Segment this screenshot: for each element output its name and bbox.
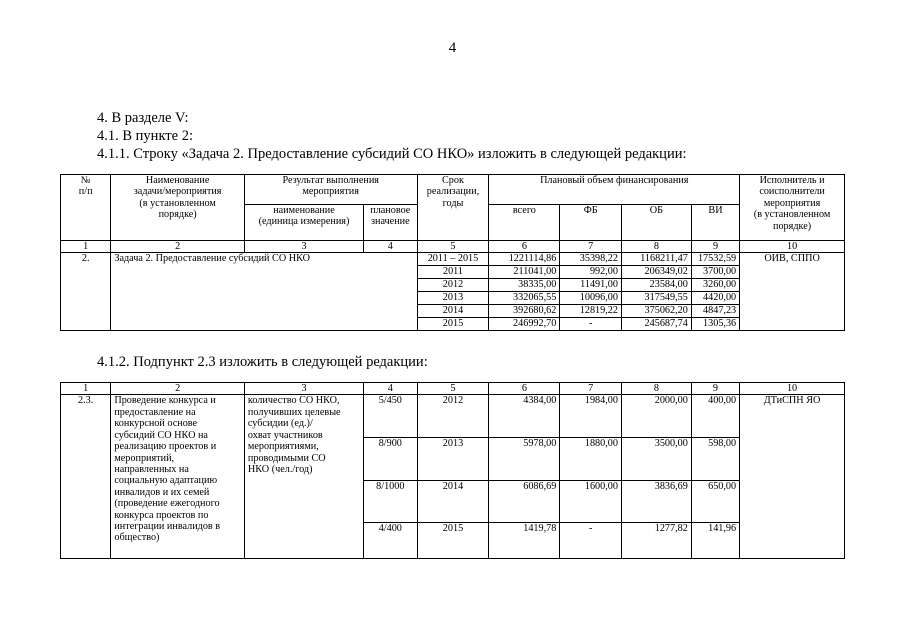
paragraph-4-1-1: 4.1.1. Строку «Задача 2. Предоставление субсидий СО НКО» изложить в следующей редакции: (97, 146, 687, 162)
vi-cell: 3260,00 (691, 279, 739, 292)
total-cell: 1221114,86 (489, 253, 560, 266)
plan-value-cell: 4/400 (364, 523, 417, 559)
fb-cell: 10096,00 (560, 292, 622, 305)
year-cell: 2014 (417, 305, 489, 318)
total-cell: 4384,00 (489, 395, 560, 438)
col-number: 2 (111, 241, 245, 253)
col-number: 4 (364, 241, 417, 253)
paragraph-point-2: 4.1. В пункте 2: (97, 128, 193, 144)
year-cell: 2011 (417, 266, 489, 279)
col-number: 4 (364, 383, 417, 395)
task-name: Задача 2. Предоставление субсидий СО НКО (111, 253, 417, 331)
measure-name: Проведение конкурса и предоставление на конкурсной основе субсидий СО НКО на реализацию проектов и мероприятий, направленных на социальную адаптацию инвалидов и их семей (проведение ежегодного конкурса проектов по интеграции инвалидов в общество) (111, 395, 245, 559)
ob-cell: 23584,00 (621, 279, 691, 292)
year-cell: 2011 – 2015 (417, 253, 489, 266)
header-vi: ВИ (691, 205, 739, 241)
ob-cell: 1168211,47 (621, 253, 691, 266)
fb-cell: 35398,22 (560, 253, 622, 266)
executor-cell: ДТиСПН ЯО (740, 395, 845, 559)
total-cell: 6086,69 (489, 481, 560, 523)
ob-cell: 1277,82 (621, 523, 691, 559)
total-cell: 392680,62 (489, 305, 560, 318)
header-term: Срок реализации, годы (417, 175, 489, 241)
col-number: 6 (489, 241, 560, 253)
col-number: 5 (417, 383, 489, 395)
header-fb: ФБ (560, 205, 622, 241)
fb-cell: 1984,00 (560, 395, 622, 438)
header-result: Результат выполнения мероприятия (244, 175, 417, 205)
row-num: 2.3. (61, 395, 111, 559)
total-cell: 38335,00 (489, 279, 560, 292)
paragraph-4-1-2: 4.1.2. Подпункт 2.3 изложить в следующей редакции: (97, 354, 428, 370)
table-row (61, 395, 845, 438)
col-number: 1 (61, 241, 111, 253)
paragraph-section-v: 4. В разделе V: (97, 110, 189, 126)
financing-table-task-2 (60, 174, 845, 331)
ob-cell: 375062,20 (621, 305, 691, 318)
header-result-name: наименование (единица измерения) (244, 205, 363, 241)
year-cell: 2012 (417, 395, 489, 438)
total-cell: 332065,55 (489, 292, 560, 305)
ob-cell: 3500,00 (621, 438, 691, 481)
col-number: 10 (740, 241, 845, 253)
vi-cell: 598,00 (691, 438, 739, 481)
header-num: № п/п (61, 175, 111, 241)
header-name: Наименование задачи/мероприятия (в установленном порядке) (111, 175, 245, 241)
year-cell: 2012 (417, 279, 489, 292)
col-number: 9 (691, 241, 739, 253)
vi-cell: 4847,23 (691, 305, 739, 318)
col-number: 10 (740, 383, 845, 395)
year-cell: 2015 (417, 318, 489, 331)
header-total: всего (489, 205, 560, 241)
header-executor: Исполнитель и соисполнители мероприятия (в установленном порядке) (740, 175, 845, 241)
col-number: 6 (489, 383, 560, 395)
header-ob: ОБ (621, 205, 691, 241)
fb-cell: 992,00 (560, 266, 622, 279)
ob-cell: 317549,55 (621, 292, 691, 305)
col-number: 8 (621, 383, 691, 395)
col-number: 2 (111, 383, 245, 395)
ob-cell: 206349,02 (621, 266, 691, 279)
header-finance: Плановый объем финансирования (489, 175, 740, 205)
year-cell: 2013 (417, 292, 489, 305)
year-cell: 2013 (417, 438, 489, 481)
col-number: 7 (560, 241, 622, 253)
vi-cell: 1305,36 (691, 318, 739, 331)
vi-cell: 17532,59 (691, 253, 739, 266)
fb-cell: 11491,00 (560, 279, 622, 292)
fb-cell: 1880,00 (560, 438, 622, 481)
fb-cell: - (560, 318, 622, 331)
financing-table-subitem-2-3 (60, 382, 845, 559)
vi-cell: 4420,00 (691, 292, 739, 305)
vi-cell: 3700,00 (691, 266, 739, 279)
total-cell: 5978,00 (489, 438, 560, 481)
total-cell: 246992,70 (489, 318, 560, 331)
total-cell: 1419,78 (489, 523, 560, 559)
col-number: 7 (560, 383, 622, 395)
fb-cell: 1600,00 (560, 481, 622, 523)
plan-value-cell: 8/900 (364, 438, 417, 481)
col-number: 5 (417, 241, 489, 253)
fb-cell: - (560, 523, 622, 559)
vi-cell: 400,00 (691, 395, 739, 438)
row-num: 2. (61, 253, 111, 331)
total-cell: 211041,00 (489, 266, 560, 279)
table-row (61, 253, 845, 266)
col-number: 3 (244, 241, 363, 253)
year-cell: 2014 (417, 481, 489, 523)
executor-cell: ОИВ, СППО (740, 253, 845, 331)
year-cell: 2015 (417, 523, 489, 559)
fb-cell: 12819,22 (560, 305, 622, 318)
vi-cell: 650,00 (691, 481, 739, 523)
col-number: 9 (691, 383, 739, 395)
plan-value-cell: 8/1000 (364, 481, 417, 523)
header-result-plan: плановое значение (364, 205, 417, 241)
indicator-name: количество СО НКО, получивших целевые субсидии (ед.)/ охват участников мероприятиями, проводимыми СО НКО (чел./год) (244, 395, 363, 559)
ob-cell: 245687,74 (621, 318, 691, 331)
ob-cell: 3836,69 (621, 481, 691, 523)
page-number: 4 (448, 40, 457, 56)
col-number: 3 (244, 383, 363, 395)
col-number: 1 (61, 383, 111, 395)
vi-cell: 141,96 (691, 523, 739, 559)
plan-value-cell: 5/450 (364, 395, 417, 438)
ob-cell: 2000,00 (621, 395, 691, 438)
col-number: 8 (621, 241, 691, 253)
